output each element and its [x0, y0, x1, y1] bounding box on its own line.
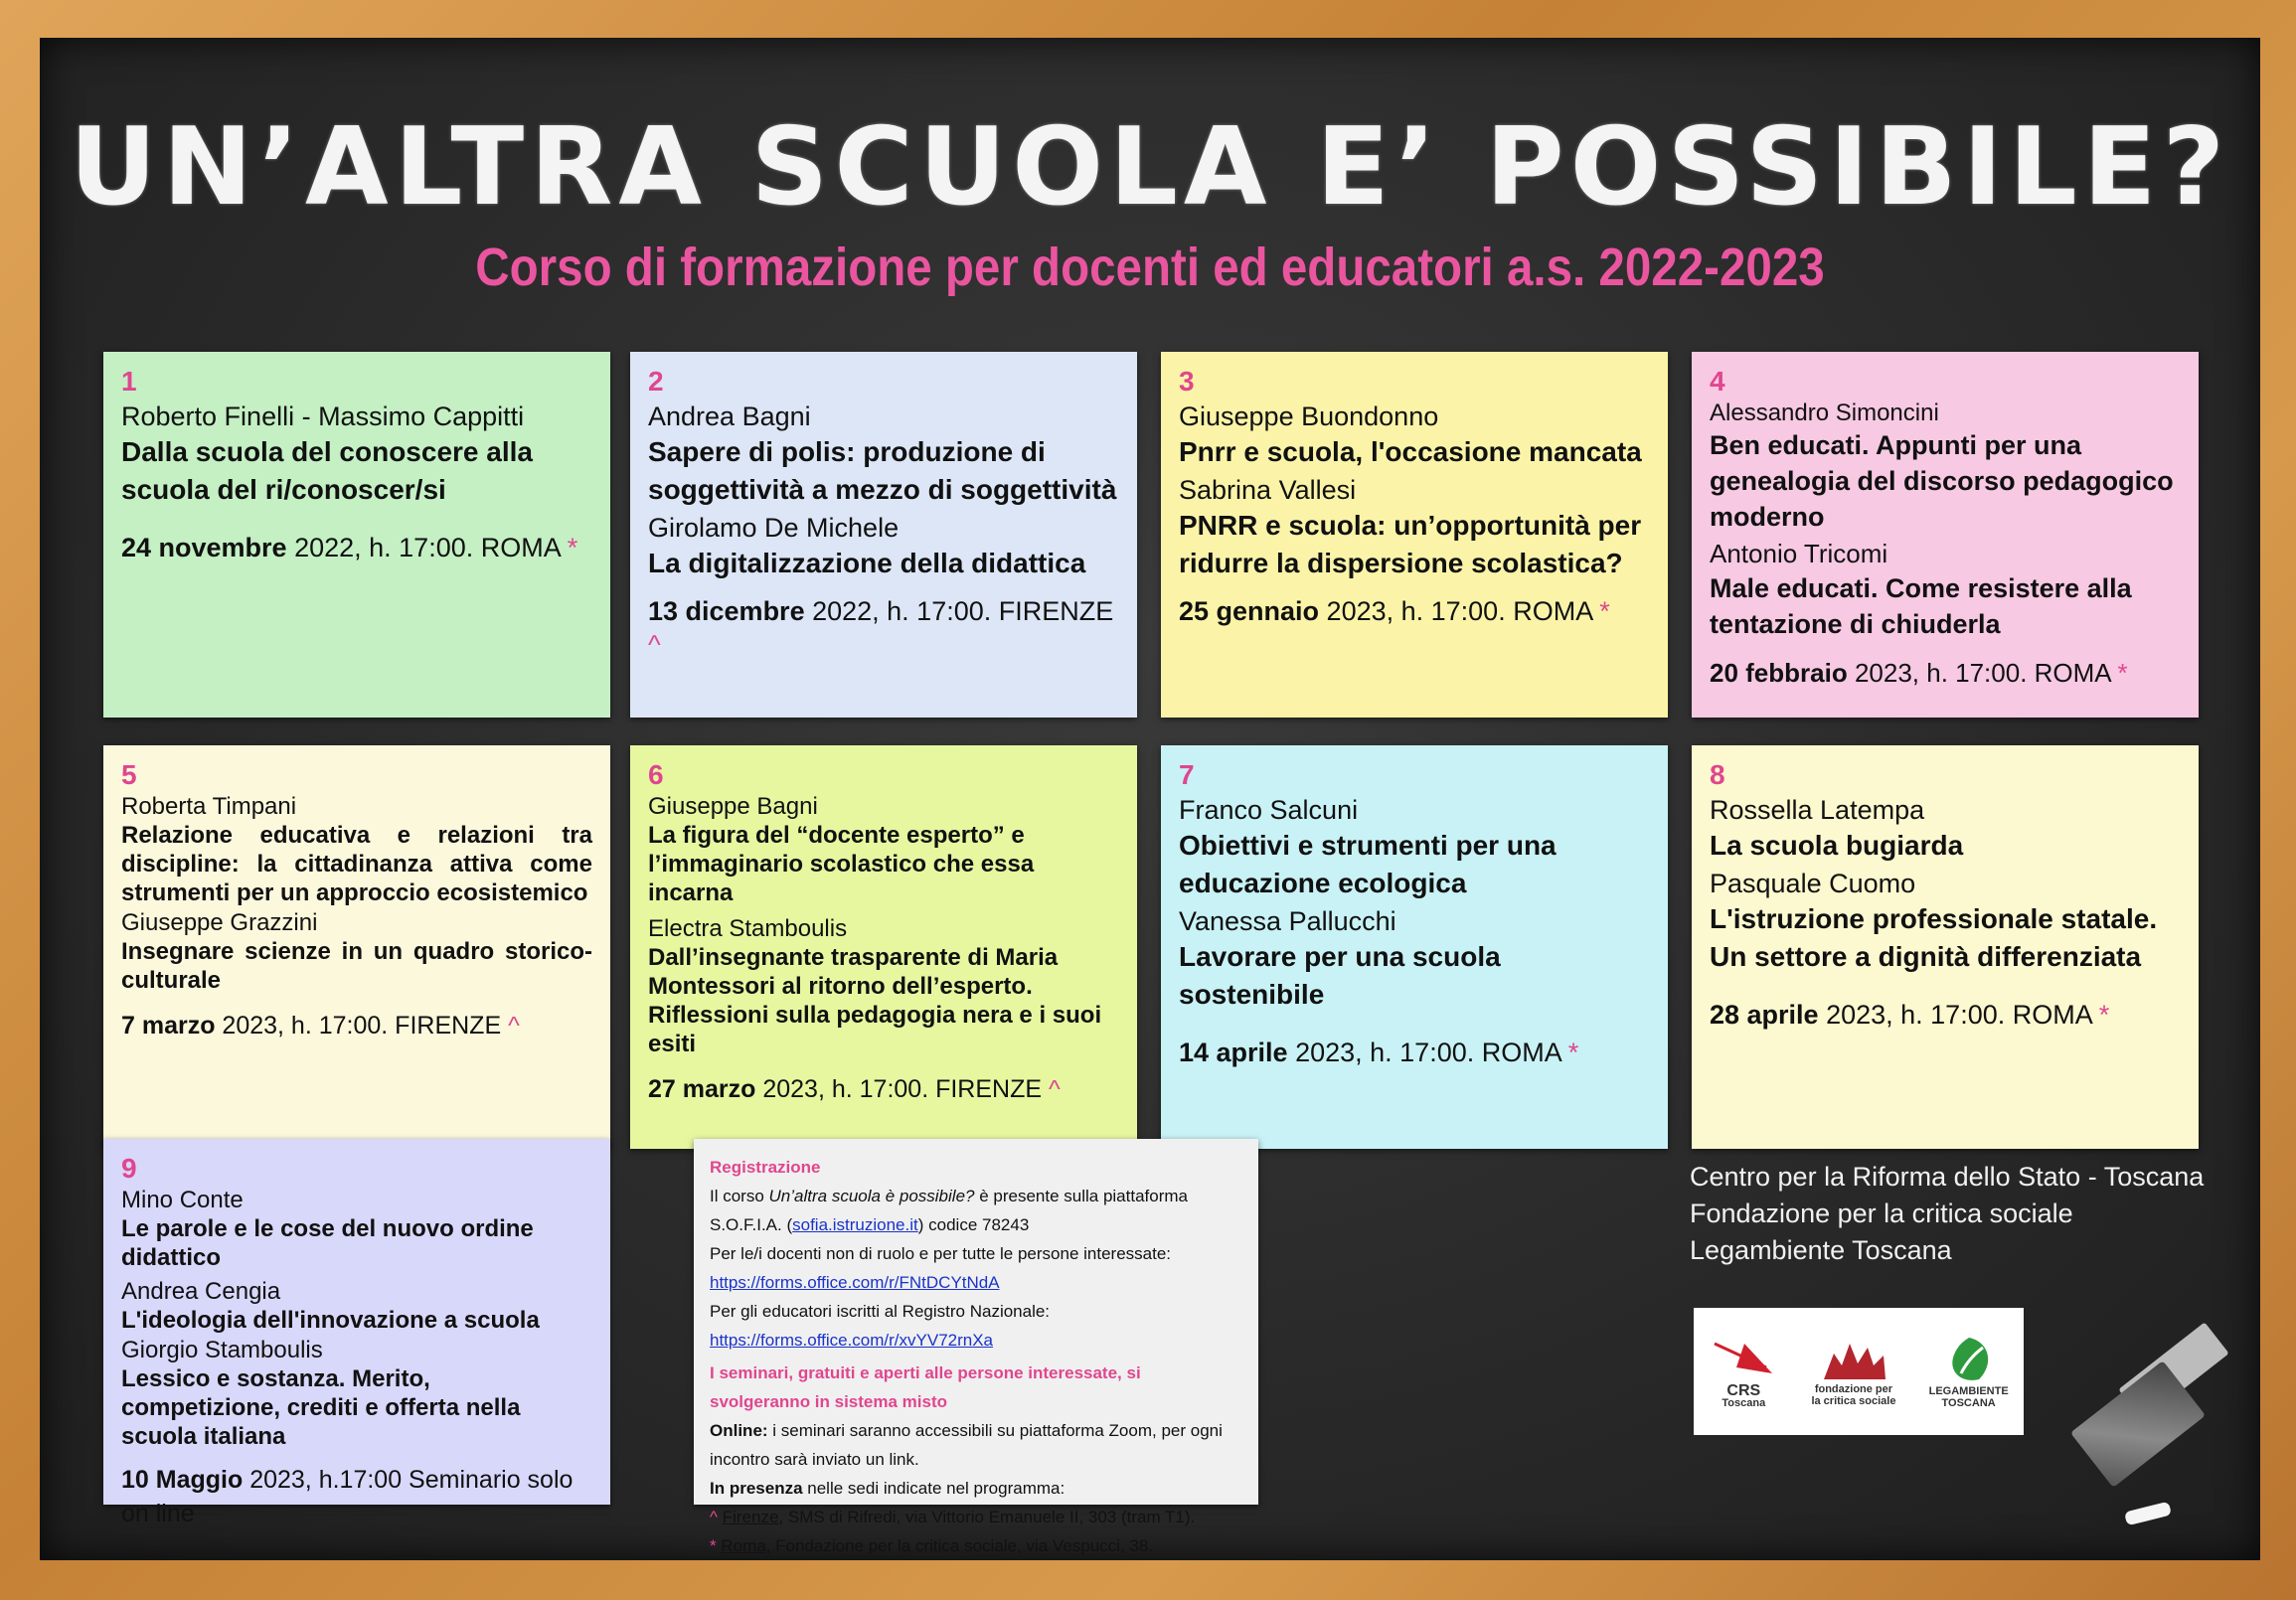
- session-title: Relazione educativa e relazioni tra discipline: la cittadinanza attiva come strumenti per un approccio ecosistemico: [121, 822, 592, 906]
- session-speaker: Giuseppe Grazzini: [121, 909, 318, 936]
- session-number: 2: [648, 366, 664, 397]
- online-info: Online: i seminari saranno accessibili su piattaforma Zoom, per ogni incontro sarà inviato un link.: [710, 1421, 1223, 1469]
- session-speaker: Andrea Bagni: [648, 401, 811, 431]
- session-number: 3: [1179, 366, 1195, 397]
- session-title: Lessico e sostanza. Merito, competizione, crediti e offerta nella scuola italiana: [121, 1365, 521, 1450]
- registration-educatori-text: Per gli educatori iscritti al Registro Nazionale:: [710, 1302, 1051, 1321]
- session-title: L'istruzione professionale statale. Un settore a dignità differenziata: [1710, 903, 2158, 972]
- session-speaker: Roberta Timpani: [121, 793, 297, 820]
- session-date: 13 dicembre 2022, h. 17:00. FIRENZE ^: [648, 596, 1114, 660]
- session-title: Insegnare scienze in un quadro storico-culturale: [121, 938, 592, 994]
- crs-logo: CRS Toscana: [1709, 1334, 1778, 1409]
- session-number: 4: [1710, 366, 1725, 397]
- session-title: Male educati. Come resistere alla tentazione di chiuderla: [1710, 573, 2132, 639]
- session-title: L'ideologia dell'innovazione a scuola: [121, 1307, 540, 1334]
- organizer-legambiente: Legambiente Toscana: [1690, 1235, 1952, 1265]
- registration-docenti-text: Per le/i docenti non di ruolo e per tutte le persone interessate:: [710, 1244, 1172, 1263]
- session-card-5: [103, 745, 610, 1149]
- seminar-mode-heading: I seminari, gratuiti e aperti alle persone interessate, si svolgeranno in sistema misto: [710, 1363, 1141, 1411]
- page-title: UN’ALTRA SCUOLA E’ POSSIBILE?: [69, 105, 2231, 230]
- sunburst-icon: [1814, 1336, 1893, 1383]
- session-speaker: Pasquale Cuomo: [1710, 869, 1916, 898]
- session-number: 5: [121, 759, 137, 790]
- organizer-fondazione: Fondazione per la critica sociale: [1690, 1199, 2073, 1228]
- session-card-3: [1161, 352, 1668, 718]
- session-number: 9: [121, 1153, 137, 1184]
- legambiente-logo: LEGAMBIENTE TOSCANA: [1929, 1334, 2009, 1409]
- session-title: Pnrr e scuola, l'occasione mancata: [1179, 436, 1642, 467]
- session-card-4: [1692, 352, 2199, 718]
- session-speaker: Vanessa Pallucchi: [1179, 906, 1396, 936]
- session-title: Le parole e le cose del nuovo ordine didattico: [121, 1215, 534, 1271]
- session-card-6: [630, 745, 1137, 1149]
- session-date: 20 febbraio 2023, h. 17:00. ROMA *: [1710, 658, 2128, 688]
- session-speaker: Alessandro Simoncini: [1710, 400, 1939, 426]
- educatori-form-link[interactable]: https://forms.office.com/r/xvYV72rnXa: [710, 1331, 994, 1350]
- session-date: 24 novembre 2022, h. 17:00. ROMA *: [121, 533, 578, 562]
- chalkboard: [40, 38, 2260, 1560]
- sofia-link[interactable]: sofia.istruzione.it: [792, 1215, 918, 1234]
- roma-venue: * Roma, Fondazione per la critica sociale, via Vespucci, 38.: [710, 1536, 1154, 1555]
- session-card-9: [103, 1139, 610, 1527]
- firenze-venue: ^ Firenze, SMS di Rifredi, via Vittorio Emanuele II, 303 (tram T1).: [710, 1508, 1196, 1526]
- session-title: Dall’insegnante trasparente di Maria Montessori al ritorno dell’esperto. Riflessioni sulla pedagogia nera e i suoi esiti: [648, 944, 1102, 1057]
- session-title: PNRR e scuola: un’opportunità per ridurre la dispersione scolastica?: [1179, 510, 1642, 578]
- logos-panel: [1694, 1308, 2024, 1435]
- session-speaker: Girolamo De Michele: [648, 513, 900, 543]
- session-title: La scuola bugiarda: [1710, 830, 1964, 861]
- docenti-form-link[interactable]: https://forms.office.com/r/FNtDCYtNdA: [710, 1273, 1000, 1292]
- leaf-icon: [1939, 1334, 1999, 1385]
- session-speaker: Roberto Finelli - Massimo Cappitti: [121, 401, 525, 431]
- session-speaker: Rossella Latempa: [1710, 795, 1925, 825]
- session-date: 14 aprile 2023, h. 17:00. ROMA *: [1179, 1038, 1579, 1067]
- session-number: 7: [1179, 759, 1195, 790]
- session-number: 1: [121, 366, 137, 397]
- session-card-1: [103, 352, 610, 718]
- session-speaker: Giuseppe Buondonno: [1179, 401, 1439, 431]
- session-title: Lavorare per una scuola sostenibile: [1179, 941, 1501, 1010]
- session-speaker: Giorgio Stamboulis: [121, 1337, 323, 1363]
- session-title: Obiettivi e strumenti per una educazione ecologica: [1179, 830, 1557, 898]
- session-speaker: Mino Conte: [121, 1187, 244, 1213]
- session-date: 25 gennaio 2023, h. 17:00. ROMA *: [1179, 596, 1610, 626]
- registration-sofia-line: Il corso Un’altra scuola è possibile? è presente sulla piattaforma S.O.F.I.A. (sofia.istruzione.it) codice 78243: [710, 1187, 1188, 1234]
- chalk-icon: [2124, 1502, 2172, 1526]
- session-date: 27 marzo 2023, h. 17:00. FIRENZE ^: [648, 1075, 1061, 1103]
- session-number: 8: [1710, 759, 1725, 790]
- registration-heading: Registrazione: [710, 1158, 821, 1177]
- session-card-7: [1161, 745, 1668, 1149]
- session-card-2: [630, 352, 1137, 718]
- session-date: 7 marzo 2023, h. 17:00. FIRENZE ^: [121, 1012, 520, 1040]
- registration-box: [694, 1139, 1258, 1555]
- presenza-info: In presenza nelle sedi indicate nel programma:: [710, 1479, 1066, 1498]
- session-speaker: Antonio Tricomi: [1710, 539, 1888, 568]
- session-speaker: Electra Stamboulis: [648, 915, 848, 942]
- session-title: Dalla scuola del conoscere alla scuola del ri/conoscer/si: [121, 436, 533, 505]
- crs-arrow-icon: [1709, 1334, 1778, 1385]
- session-speaker: Sabrina Vallesi: [1179, 475, 1357, 505]
- session-date: 10 Maggio 2023, h.17:00 Seminario solo on line: [121, 1466, 574, 1527]
- session-speaker: Andrea Cengia: [121, 1278, 281, 1305]
- session-number: 6: [648, 759, 664, 790]
- session-speaker: Franco Salcuni: [1179, 795, 1359, 825]
- fondazione-logo: fondazione per la critica sociale: [1809, 1336, 1898, 1407]
- organizer-crs: Centro per la Riforma dello Stato - Toscana: [1690, 1162, 2205, 1192]
- session-speaker: Giuseppe Bagni: [648, 793, 818, 820]
- session-title: La figura del “docente esperto” e l’immaginario scolastico che essa incarna: [648, 822, 1035, 906]
- session-title: Ben educati. Appunti per una genealogia del discorso pedagogico moderno: [1710, 430, 2174, 532]
- organizers-list: [1690, 1159, 2204, 1269]
- session-title: Sapere di polis: produzione di soggettività a mezzo di soggettività: [648, 436, 1117, 505]
- session-date: 28 aprile 2023, h. 17:00. ROMA *: [1710, 1000, 2110, 1030]
- session-card-8: [1692, 745, 2199, 1149]
- page-subtitle: Corso di formazione per docenti ed educatori a.s. 2022-2023: [475, 238, 1825, 297]
- session-title: La digitalizzazione della didattica: [648, 548, 1086, 578]
